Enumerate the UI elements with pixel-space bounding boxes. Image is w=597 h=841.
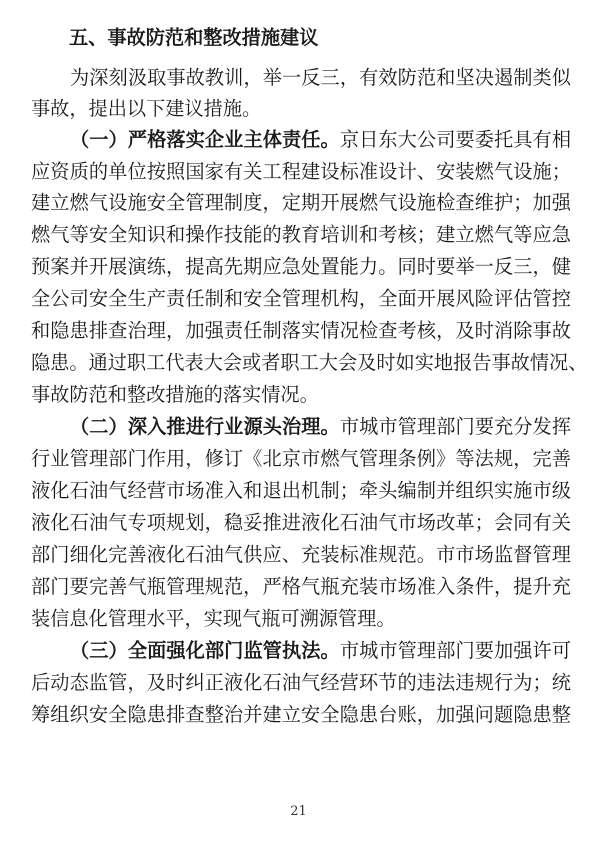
para2-line: 装信息化管理水平，实现气瓶可溯源管理。 [31,607,396,630]
para2-title: （二）深入推进行业源头治理。 [70,415,340,438]
para3-title: （三）全面强化部门监管执法。 [70,639,340,662]
para2-line: 行业管理部门作用，修订《北京市燃气管理条例》等法规，完善 [31,447,571,470]
para1-line: 全公司安全生产责任制和安全管理机构，全面开展风险评估管控 [31,287,571,310]
para3-line: 筹组织安全隐患排查整治并建立安全隐患台账，加强问题隐患整 [31,703,571,726]
para1-line: 应资质的单位按照国家有关工程建设标准设计、安装燃气设施； [31,160,571,183]
para2-line: 液化石油气经营市场准入和退出机制；牵头编制并组织实施市级 [31,479,571,502]
para2-line: 部门要完善气瓶管理规范，严格气瓶充装市场准入条件，提升充 [31,575,571,598]
para1-line: 预案并开展演练，提高先期应急处置能力。同时要举一反三，健 [31,255,571,278]
para2-line: 液化石油气专项规划，稳妥推进液化石油气市场改革；会同有关 [31,511,571,534]
para2-first-rest: 市城市管理部门要充分发挥 [339,415,572,438]
para2-line: 部门细化完善液化石油气供应、充装标准规范。市市场监督管理 [31,543,571,566]
para1-line: 建立燃气设施安全管理制度，定期开展燃气设施检查维护；加强 [31,191,571,214]
para1-title: （一）严格落实企业主体责任。 [70,128,340,151]
para3-line: 后动态监管，及时纠正液化石油气经营环节的违法违规行为；统 [31,671,571,694]
para2-first-line [70,416,571,438]
para3-first-rest: 市城市管理部门要加强许可 [339,639,572,662]
para1-line: 燃气等安全知识和操作技能的教育培训和考核；建立燃气等应急 [31,223,571,246]
para1-line: 事故防范和整改措施的落实情况。 [31,383,319,406]
para1-line: 和隐患排查治理，加强责任制落实情况检查考核，及时消除事故 [31,319,571,342]
intro-line-1: 为深刻汲取事故教训，举一反三，有效防范和坚决遏制类似 [70,66,571,89]
para1-first-rest: 京日东大公司要委托具有相 [339,128,572,151]
page-number: 21 [290,804,307,819]
section-heading: 五、事故防范和整改措施建议 [69,26,319,49]
para1-line: 隐患。通过职工代表大会或者职工大会及时如实地报告事故情况、 [31,351,588,374]
para1-first-line [70,129,571,151]
para3-first-line [70,640,571,662]
intro-line-2: 事故，提出以下建议措施。 [31,97,262,120]
